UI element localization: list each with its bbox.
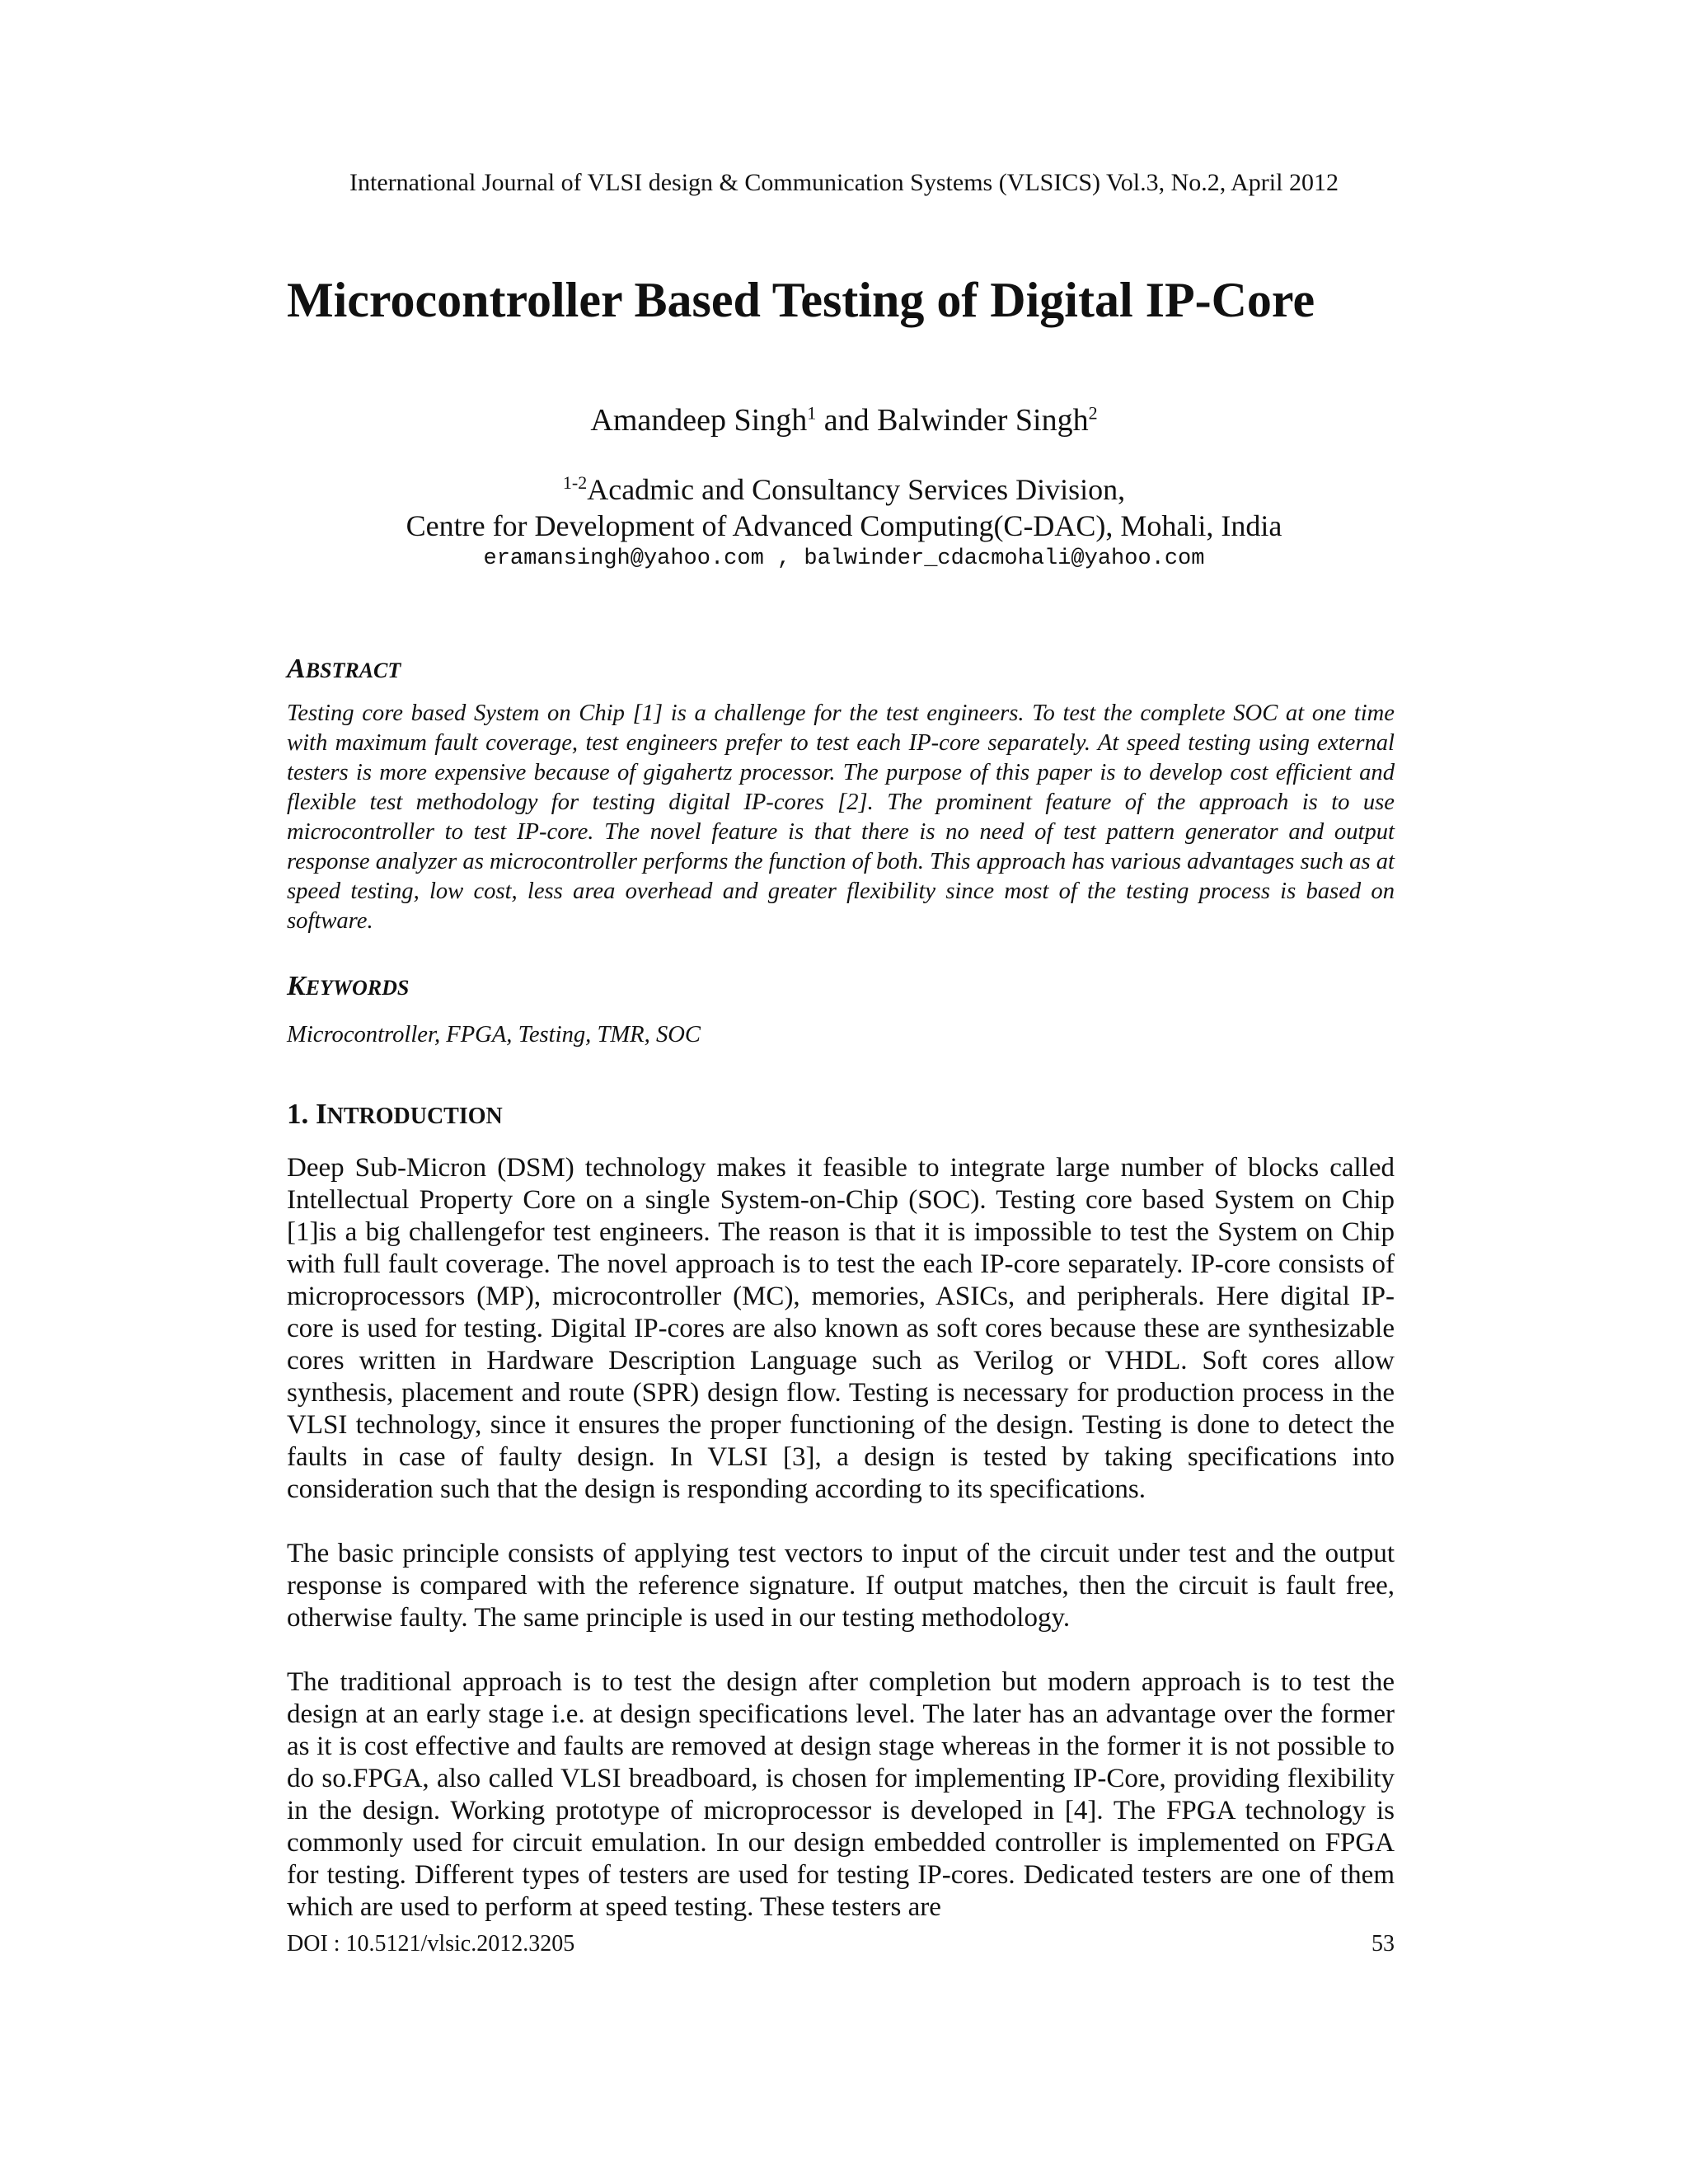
author-1-superscript: 1: [807, 402, 817, 424]
abstract-heading-rest: BSTRACT: [305, 658, 401, 682]
affiliation-division: Acadmic and Consultancy Services Division,: [587, 473, 1126, 506]
footer-page-number: 53: [1372, 1931, 1395, 1957]
author-line: [0, 402, 1688, 438]
author-emails: eramansingh@yahoo.com , balwinder_cdacmohali@yahoo.com: [483, 546, 1205, 571]
keywords-heading-initial: K: [287, 971, 306, 1001]
affiliation-line-1: [0, 471, 1688, 508]
affiliation: [0, 471, 1688, 544]
keywords-text: Microcontroller, FPGA, Testing, TMR, SOC: [287, 1022, 701, 1047]
abstract-heading: [287, 654, 401, 685]
abstract-text: Testing core based System on Chip [1] is a challenge for the test engineers. To test the complete SOC at one time with maximum fault coverage, test engineers prefer to test each IP-core separately. At speed testing using external testers is more expensive because of gigahertz processor. The purpose of this paper is to develop cost efficient and flexible test methodology for testing digital IP-cores [2]. The prominent feature of the approach is to use microcontroller to test IP-core. The novel feature is that there is no need of test pattern generator and output response analyzer as microcontroller performs the function of both. This approach has various advantages such as at speed testing, low cost, less area overhead and greater flexibility since most of the testing process is based on software.: [287, 701, 1395, 934]
paper-title: Microcontroller Based Testing of Digital IP-Core: [287, 273, 1315, 327]
introduction-paragraph-2: The basic principle consists of applying test vectors to input of the circuit under test and the output response is compared with the reference signature. If output matches, then the circuit is fault free, otherwise faulty. The same principle is used in our testing methodology.: [287, 1539, 1395, 1633]
affiliation-line-2: Centre for Development of Advanced Computing(C-DAC), Mohali, India: [406, 509, 1282, 542]
author-2-superscript: 2: [1088, 402, 1098, 424]
footer-doi: DOI : 10.5121/vlsic.2012.3205: [287, 1931, 575, 1957]
abstract-heading-initial: A: [287, 654, 306, 684]
introduction-heading: [287, 1098, 503, 1131]
keywords-heading: [287, 971, 409, 1002]
author-2-name: and Balwinder Singh: [816, 403, 1089, 438]
author-1-name: Amandeep Singh: [590, 403, 808, 438]
keywords-heading-rest: EYWORDS: [305, 976, 410, 1000]
journal-header: International Journal of VLSI design & Communication Systems (VLSICS) Vol.3, No.2, April 2012: [349, 169, 1339, 196]
introduction-heading-rest: NTRODUCTION: [326, 1104, 503, 1129]
introduction-paragraph-3: The traditional approach is to test the design after completion but modern approach is to test the design at an early stage i.e. at design specifications level. The later has an advantage over the former as it is cost effective and faults are removed at design stage whereas in the former it is not possible to do so.FPGA, also called VLSI breadboard, is chosen for implementing IP-Core, providing flexibility in the design. Working prototype of microprocessor is developed in [4]. The FPGA technology is commonly used for circuit emulation. In our design embedded controller is implemented on FPGA for testing. Different types of testers are used for testing IP-cores. Dedicated testers are one of them which are used to perform at speed testing. These testers are: [287, 1667, 1395, 1922]
affiliation-superscript: 1-2: [562, 472, 588, 493]
introduction-paragraph-1: Deep Sub-Micron (DSM) technology makes it feasible to integrate large number of blocks called Intellectual Property Core on a single System-on-Chip (SOC). Testing core based System on Chip [1]is a big challengefor test engineers. The reason is that it is impossible to test the System on Chip with full fault coverage. The novel approach is to test the each IP-core separately. IP-core consists of microprocessors (MP), microcontroller (MC), memories, ASICs, and peripherals. Here digital IP-core is used for testing. Digital IP-cores are also known as soft cores because these are synthesizable cores written in Hardware Description Language such as Verilog or VHDL. Soft cores allow synthesis, placement and route (SPR) design flow. Testing is necessary for production process in the VLSI technology, since it ensures the proper functioning of the design. Testing is done to detect the faults in case of faulty design. In VLSI [3], a design is tested by taking specifications into consideration such that the design is responding according to its specifications.: [287, 1153, 1395, 1504]
introduction-heading-number: 1. I: [287, 1098, 327, 1130]
